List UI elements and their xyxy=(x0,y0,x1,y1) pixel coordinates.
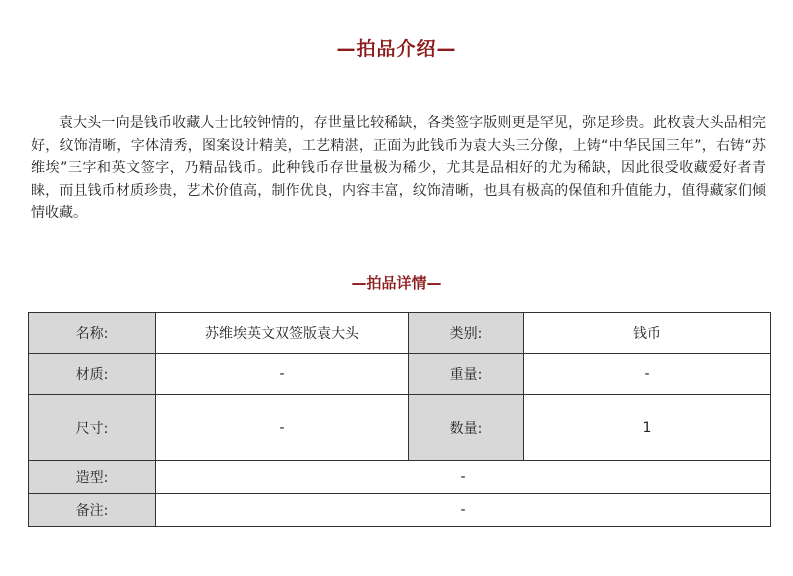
quantity-value: 1 xyxy=(524,395,771,461)
size-value: - xyxy=(156,395,409,461)
details-title: —拍品详情— xyxy=(351,274,442,292)
notes-value: - xyxy=(156,494,771,527)
shape-value: - xyxy=(156,461,771,494)
table-row xyxy=(29,395,771,461)
table-row xyxy=(29,494,771,527)
table-row xyxy=(29,461,771,494)
quantity-label: 数量: xyxy=(409,395,524,461)
intro-title: —拍品介绍— xyxy=(336,38,457,60)
category-label: 类别: xyxy=(409,313,524,354)
weight-label: 重量: xyxy=(409,354,524,395)
category-value: 钱币 xyxy=(524,313,771,354)
material-value: - xyxy=(156,354,409,395)
name-value: 苏维埃英文双签版袁大头 xyxy=(156,313,409,354)
material-label: 材质: xyxy=(29,354,156,395)
size-label: 尺寸: xyxy=(29,395,156,461)
table-row xyxy=(29,354,771,395)
shape-label: 造型: xyxy=(29,461,156,494)
table-row xyxy=(29,313,771,354)
details-table xyxy=(28,312,771,527)
name-label: 名称: xyxy=(29,313,156,354)
intro-paragraph: 袁大头一向是钱币收藏人士比较钟情的，存世量比较稀缺，各类签字版则更是罕见，弥足珍贵。此枚袁大头品相完好，纹饰清晰，字体清秀，图案设计精美，工艺精湛，正面为此钱币为袁大头三分像，上铸“中华民国三年”，右铸“苏维埃”三字和英文签字，乃精品钱币。此种钱币存世量极为稀少，尤其是品相好的尤为稀缺，因此很受收藏爱好者青睐，而且钱币材质珍贵，艺术价值高，制作优良，内容丰富，纹饰清晰，也具有极高的保值和升值能力，值得藏家们倾情收藏。 xyxy=(31,115,766,221)
notes-label: 备注: xyxy=(29,494,156,527)
weight-value: - xyxy=(524,354,771,395)
